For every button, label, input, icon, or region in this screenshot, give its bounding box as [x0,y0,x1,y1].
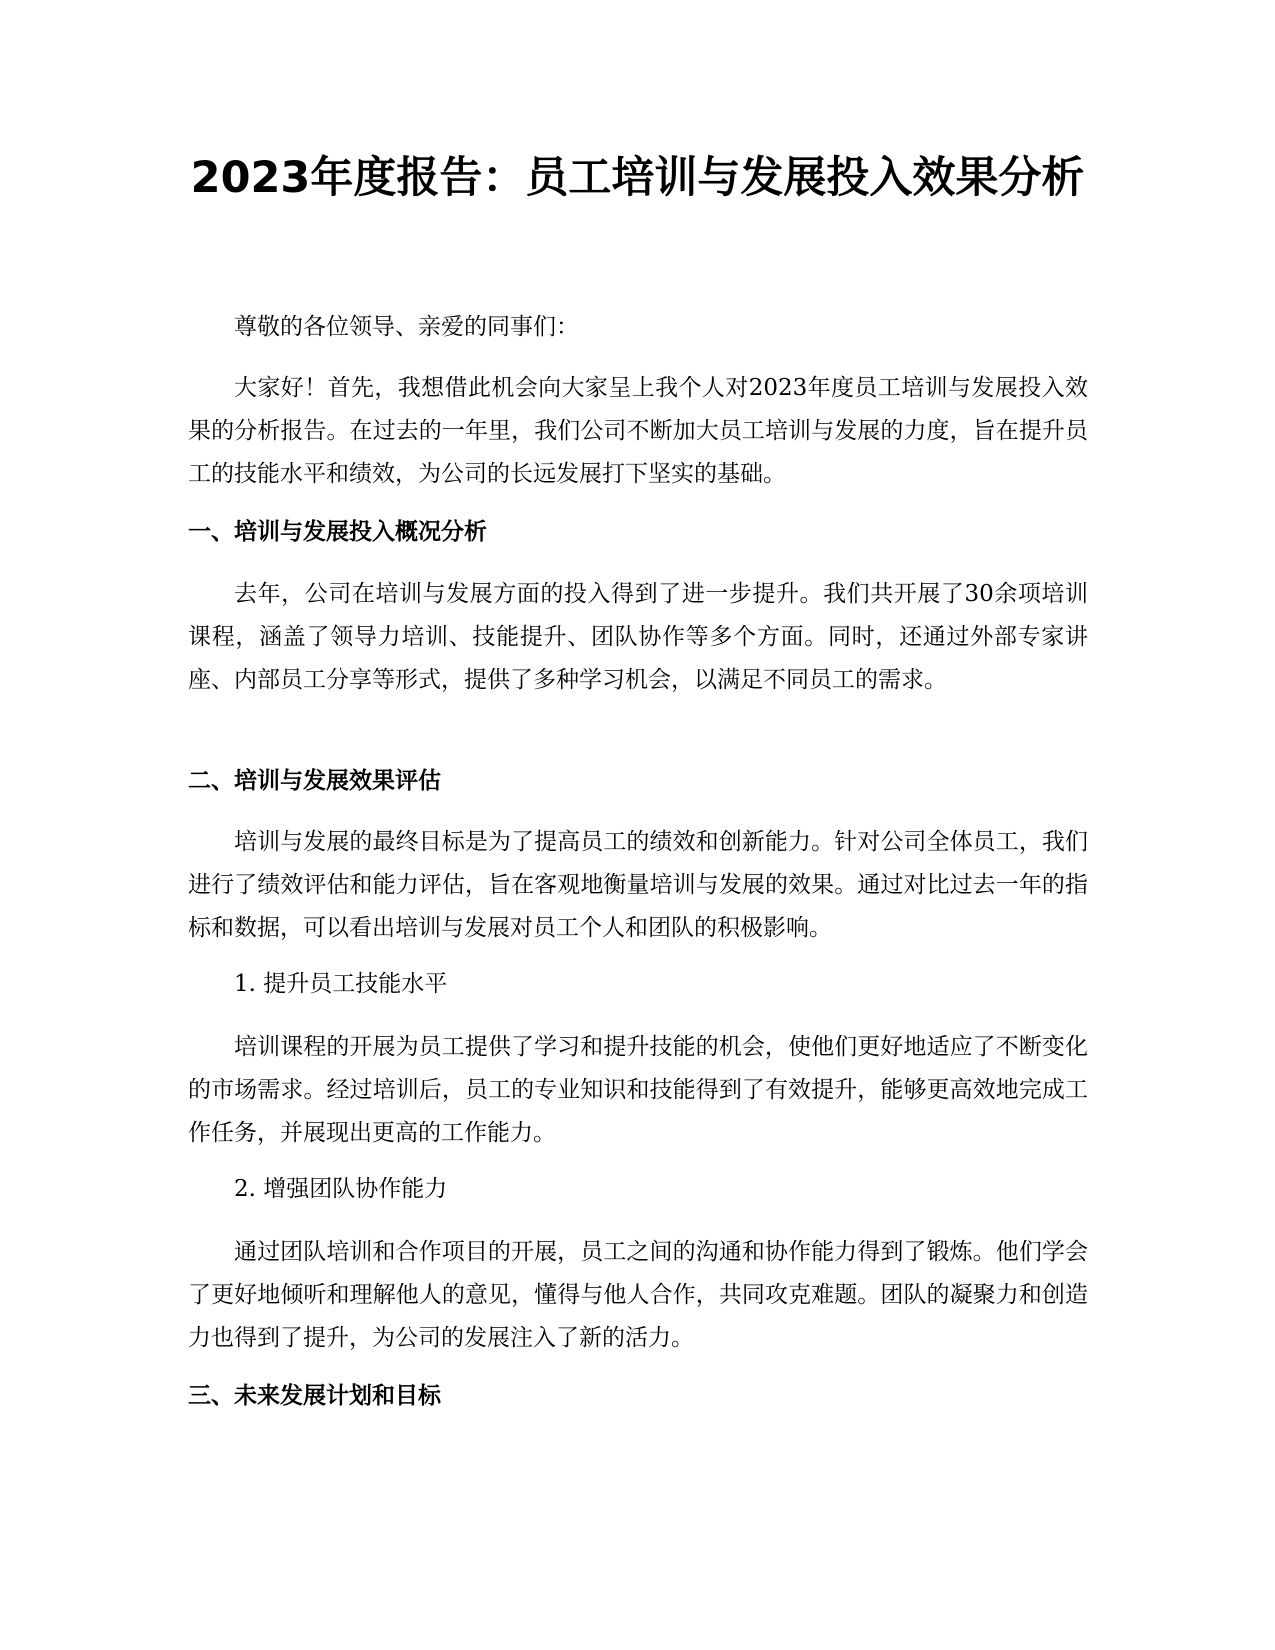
item-1-title: 1. 提升员工技能水平 [234,971,448,997]
section-3-heading: 三、未来发展计划和目标 [188,1383,441,1409]
item-2-body: 通过团队培训和合作项目的开展，员工之间的沟通和协作能力得到了锻炼。他们学会了更好地倾听和理解他人的意见，懂得与他人合作，共同攻克难题。团队的凝聚力和创造力也得到了提升，为公司的发展注入了新的活力。 [188,1239,1088,1351]
greeting: 尊敬的各位领导、亲爱的同事们： [234,314,579,340]
intro-paragraph: 大家好！首先，我想借此机会向大家呈上我个人对2023年度员工培训与发展投入效果的分析报告。在过去的一年里，我们公司不断加大员工培训与发展的力度，旨在提升员工的技能水平和绩效，为公司的长远发展打下坚实的基础。 [188,375,1088,487]
section-1-heading: 一、培训与发展投入概况分析 [188,519,487,545]
report-title: 2023年度报告：员工培训与发展投入效果分析 [190,153,1085,203]
section-2-heading: 二、培训与发展效果评估 [188,768,441,794]
item-2-title: 2. 增强团队协作能力 [234,1176,448,1202]
section-1-body: 去年，公司在培训与发展方面的投入得到了进一步提升。我们共开展了30余项培训课程，涵盖了领导力培训、技能提升、团队协作等多个方面。同时，还通过外部专家讲座、内部员工分享等形式，提供了多种学习机会，以满足不同员工的需求。 [188,581,1088,693]
section-2-body: 培训与发展的最终目标是为了提高员工的绩效和创新能力。针对公司全体员工，我们进行了绩效评估和能力评估，旨在客观地衡量培训与发展的效果。通过对比过去一年的指标和数据，可以看出培训与发展对员工个人和团队的积极影响。 [188,829,1088,941]
item-1-body: 培训课程的开展为员工提供了学习和提升技能的机会，使他们更好地适应了不断变化的市场需求。经过培训后，员工的专业知识和技能得到了有效提升，能够更高效地完成工作任务，并展现出更高的工作能力。 [188,1034,1088,1146]
